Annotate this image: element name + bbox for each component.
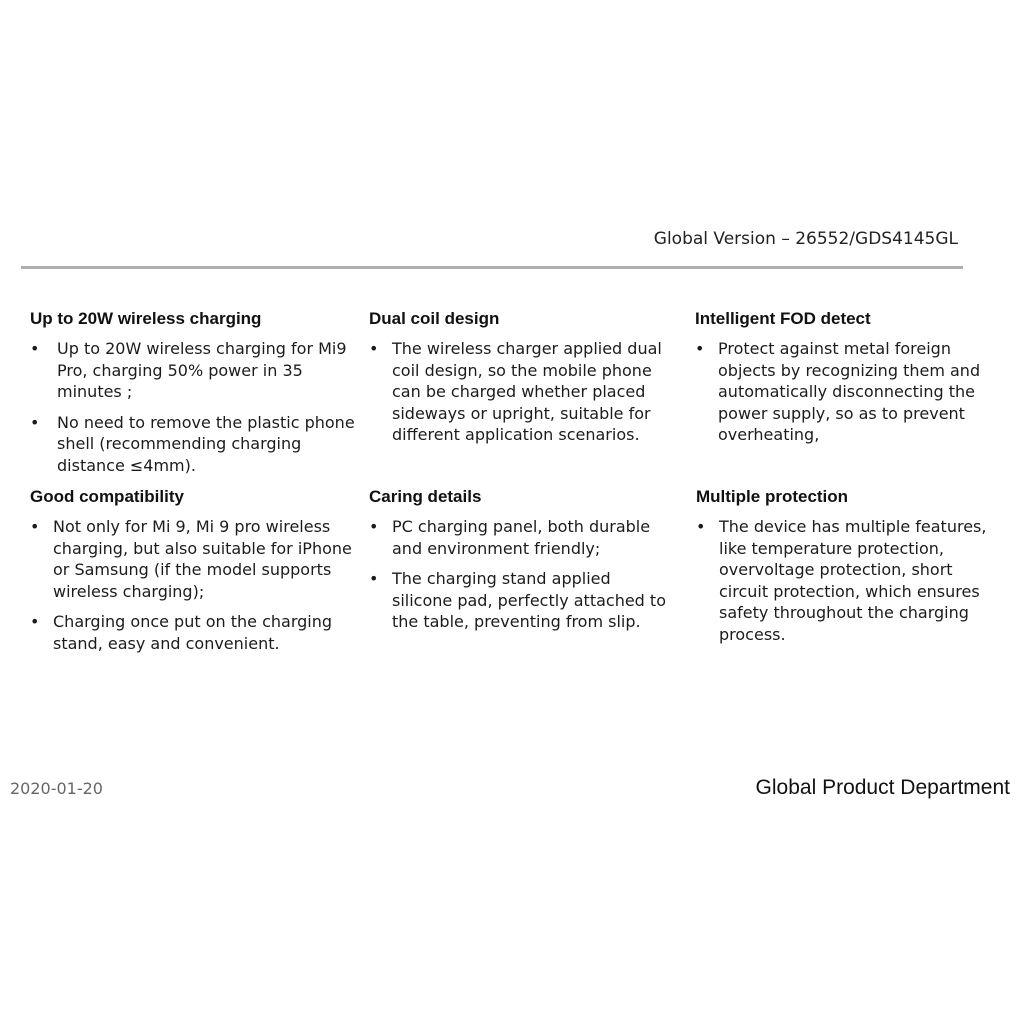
bullet-icon: • [30,339,40,358]
bullet-list [30,516,355,655]
list-item [30,338,360,403]
version-label: Global Version – 26552/GDS4145GL [653,229,958,249]
section-title: Caring details [369,487,482,506]
list-item-text: PC charging panel, both durable and environment friendly; [392,517,651,558]
bullet-list [696,516,996,646]
header-divider [21,266,963,269]
section-title: Up to 20W wireless charging [30,309,262,328]
bullet-icon: • [369,339,379,358]
section-multiple-protection [696,487,996,655]
footer-department: Global Product Department [755,776,1010,799]
list-item-text: The wireless charger applied dual coil design, so the mobile phone can be charged whether placed sideways or upright, suitable for different application scenarios. [392,339,662,445]
list-item [369,568,674,633]
list-item-text: The device has multiple features, like temperature protection, overvoltage protection, short circuit protection, which ensures safety throughout the charging process. [719,517,987,644]
section-title: Good compatibility [30,487,184,506]
list-item-text: The charging stand applied silicone pad, perfectly attached to the table, preventing from slip. [392,569,666,632]
bullet-list [369,338,669,446]
list-item-text: Charging once put on the charging stand, easy and convenient. [53,612,333,653]
list-item [369,338,669,446]
section-fod-detect [695,309,995,455]
list-item [30,611,355,654]
section-dual-coil [369,309,669,455]
list-item-text: Not only for Mi 9, Mi 9 pro wireless charging, but also suitable for iPhone or Samsung (if the model supports wireless charging); [53,517,352,601]
list-item [695,338,995,446]
list-item [696,516,996,646]
list-item [30,516,355,602]
bullet-list [30,338,360,477]
bullet-icon: • [369,569,379,589]
bullet-icon: • [369,517,379,536]
footer-date: 2020-01-20 [10,779,103,798]
list-item-text: Protect against metal foreign objects by recognizing them and automatically disconnecting the power supply, so as to prevent overheating, [718,339,981,445]
section-compatibility [30,487,355,664]
bullet-icon: • [30,412,40,432]
bullet-icon: • [30,517,40,536]
section-title: Intelligent FOD detect [695,309,871,328]
section-wireless-charging [30,309,360,486]
section-title: Dual coil design [369,309,500,328]
bullet-list [695,338,995,446]
list-item [30,412,360,477]
bullet-list [369,516,674,633]
bullet-icon: • [696,517,706,536]
list-item-text: Up to 20W wireless charging for Mi9 Pro, charging 50% power in 35 minutes ; [57,339,347,402]
section-caring-details [369,487,674,642]
list-item-text: No need to remove the plastic phone shell (recommending charging distance ≤4mm). [57,412,355,475]
section-title: Multiple protection [696,487,849,506]
bullet-icon: • [695,339,705,358]
list-item [369,516,674,559]
bullet-icon: • [30,612,40,632]
